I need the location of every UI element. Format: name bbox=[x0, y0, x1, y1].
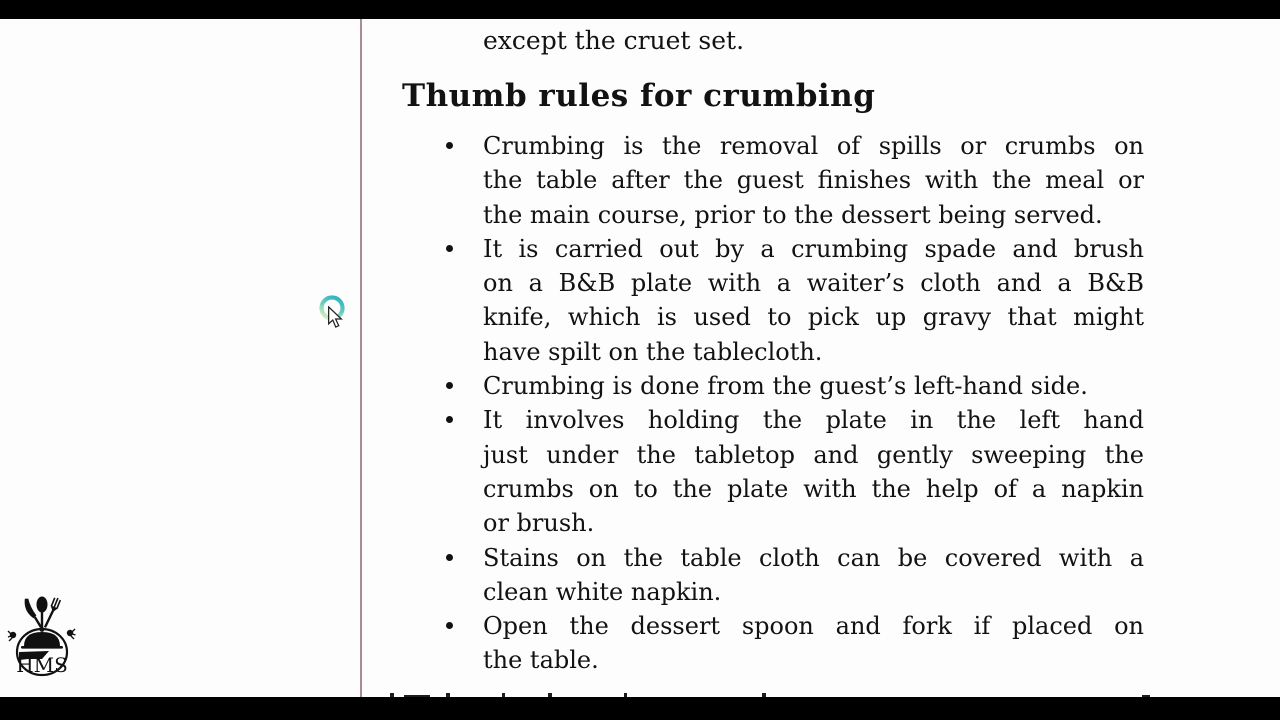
bullet-item bbox=[402, 232, 1144, 369]
crab-accent-left bbox=[8, 631, 16, 641]
bullet-line: crumbs on to the plate with the help of a napkin bbox=[483, 474, 1144, 503]
bullet-line: Crumbing is the removal of spills or crumbs on bbox=[483, 132, 1144, 160]
bullet-line: have spilt on the tablecloth. bbox=[483, 337, 823, 366]
bullet-item bbox=[402, 541, 1144, 610]
bullet-item bbox=[402, 403, 1144, 540]
bullet-line: on a B&B plate with a waiter’s cloth and a B&B bbox=[483, 269, 1144, 298]
bullet-line: Crumbing is done from the guest’s left-hand side. bbox=[483, 372, 1088, 401]
bullet-line: just under the tabletop and gently sweeping the bbox=[483, 440, 1144, 469]
crab-accent-right bbox=[67, 629, 76, 639]
hms-logo bbox=[4, 596, 80, 686]
letterbox-bottom-bar bbox=[0, 697, 1280, 720]
utensils-icon bbox=[23, 597, 61, 630]
bullet-line: clean white napkin. bbox=[483, 577, 722, 606]
mouse-cursor-icon[interactable] bbox=[327, 306, 343, 330]
logo-text: HMS bbox=[16, 653, 68, 677]
bullet-line: It involves holding the plate in the left hand bbox=[483, 406, 1144, 435]
bullet-line: the main course, prior to the dessert being served. bbox=[483, 200, 1103, 229]
bullet-item bbox=[402, 369, 1144, 403]
bullet-line: knife, which is used to pick up gravy that might bbox=[483, 303, 1144, 332]
bullet-line: Open the dessert spoon and fork if placed on bbox=[483, 612, 1144, 641]
bullet-line: Stains on the table cloth can be covered with a bbox=[483, 543, 1144, 572]
previous-paragraph-last-line: except the cruet set. bbox=[483, 26, 745, 55]
bullet-line: It is carried out by a crumbing spade and brush bbox=[483, 234, 1144, 263]
letterbox-top-bar bbox=[0, 0, 1280, 19]
page-divider-rule bbox=[360, 19, 362, 697]
bullet-list bbox=[402, 129, 1144, 678]
section-heading: Thumb rules for crumbing bbox=[402, 78, 876, 114]
document-page bbox=[402, 19, 1144, 678]
bullet-item bbox=[402, 609, 1144, 678]
bullet-line: the table after the guest finishes with the meal or bbox=[483, 166, 1144, 195]
bullet-item bbox=[402, 129, 1144, 232]
bullet-line: or brush. bbox=[483, 509, 595, 538]
bullet-line: the table. bbox=[483, 646, 599, 675]
